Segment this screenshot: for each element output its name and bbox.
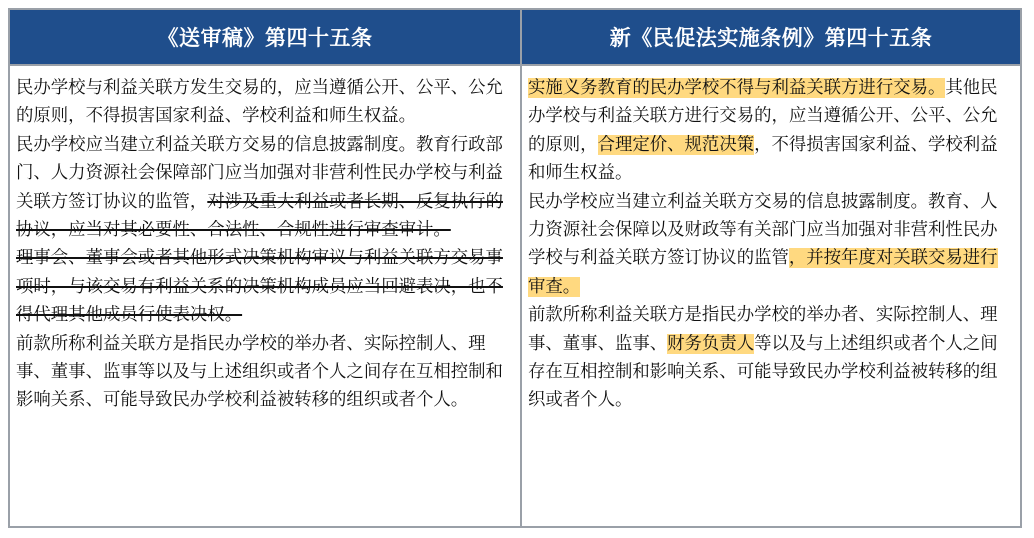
left-p2-struck: 对涉及重大利益或者长期、反复执行的协议，应当对其必要性、合法性、合规性进行审查审计。 xyxy=(16,191,503,241)
right-column-text xyxy=(522,64,1020,526)
right-p3-highlight: 财务负责人 xyxy=(667,333,755,354)
right-paragraph-2 xyxy=(528,188,1014,302)
right-p1-text-a: 其他民办学校与利益关联方进行交易的，应当遵循公开、公平、公允的原则， xyxy=(528,78,998,155)
right-paragraph-3 xyxy=(528,301,1014,415)
right-p1-highlight: 实施义务教育的民办学校不得与利益关联方进行交易。 xyxy=(528,78,946,98)
right-p3-text-b: 等以及与上述组织或者个人之间存在互相控制和影响关系、可能导致民办学校利益被转移的组织或者个人。 xyxy=(528,333,998,411)
header-left: 《送审稿》第四十五条 xyxy=(10,10,522,64)
left-column-text xyxy=(10,64,522,526)
right-p2-highlight: ，并按年度对关联交易进行审查。 xyxy=(528,248,998,297)
right-p2-text: 民办学校应当建立利益关联方交易的信息披露制度。教育、人力资源社会保障以及财政等有关部门应当加强对非营利性民办学校与利益关联方签订协议的监管 xyxy=(528,191,998,269)
right-p3-text-a: 前款所称利益关联方是指民办学校的举办者、实际控制人、理事、董事、监事、 xyxy=(528,305,998,354)
left-paragraph-4: 前款所称利益关联方是指民办学校的举办者、实际控制人、理事、董事、监事等以及与上述组织或者个人之间存在互相控制和影响关系、可能导致民办学校利益被转移的组织或者个人。 xyxy=(16,333,503,411)
right-p1-highlight-2: 合理定价、规范决策 xyxy=(597,134,755,155)
right-p1-text-b: ，不得损害国家利益、学校利益和师生权益。 xyxy=(528,134,998,184)
left-p2-normal: 民办学校应当建立利益关联方交易的信息披露制度。教育行政部门、人力资源社会保障部门应当加强对非营利性民办学校与利益关联方签订协议的监管， xyxy=(16,134,503,212)
left-paragraph-2 xyxy=(16,131,514,245)
left-paragraph-1: 民办学校与利益关联方发生交易的，应当遵循公开、公平、公允的原则，不得损害国家利益、学校利益和师生权益。 xyxy=(16,78,503,127)
comparison-table xyxy=(8,8,1022,528)
left-paragraph-3-struck: 理事会、董事会或者其他形式决策机构审议与利益关联方交易事项时，与该交易有利益关系的决策机构成员应当回避表决，也不得代理其他成员行使表决权。 xyxy=(16,248,503,326)
header-right: 新《民促法实施条例》第四十五条 xyxy=(522,10,1020,64)
right-paragraph-1 xyxy=(528,74,1014,188)
